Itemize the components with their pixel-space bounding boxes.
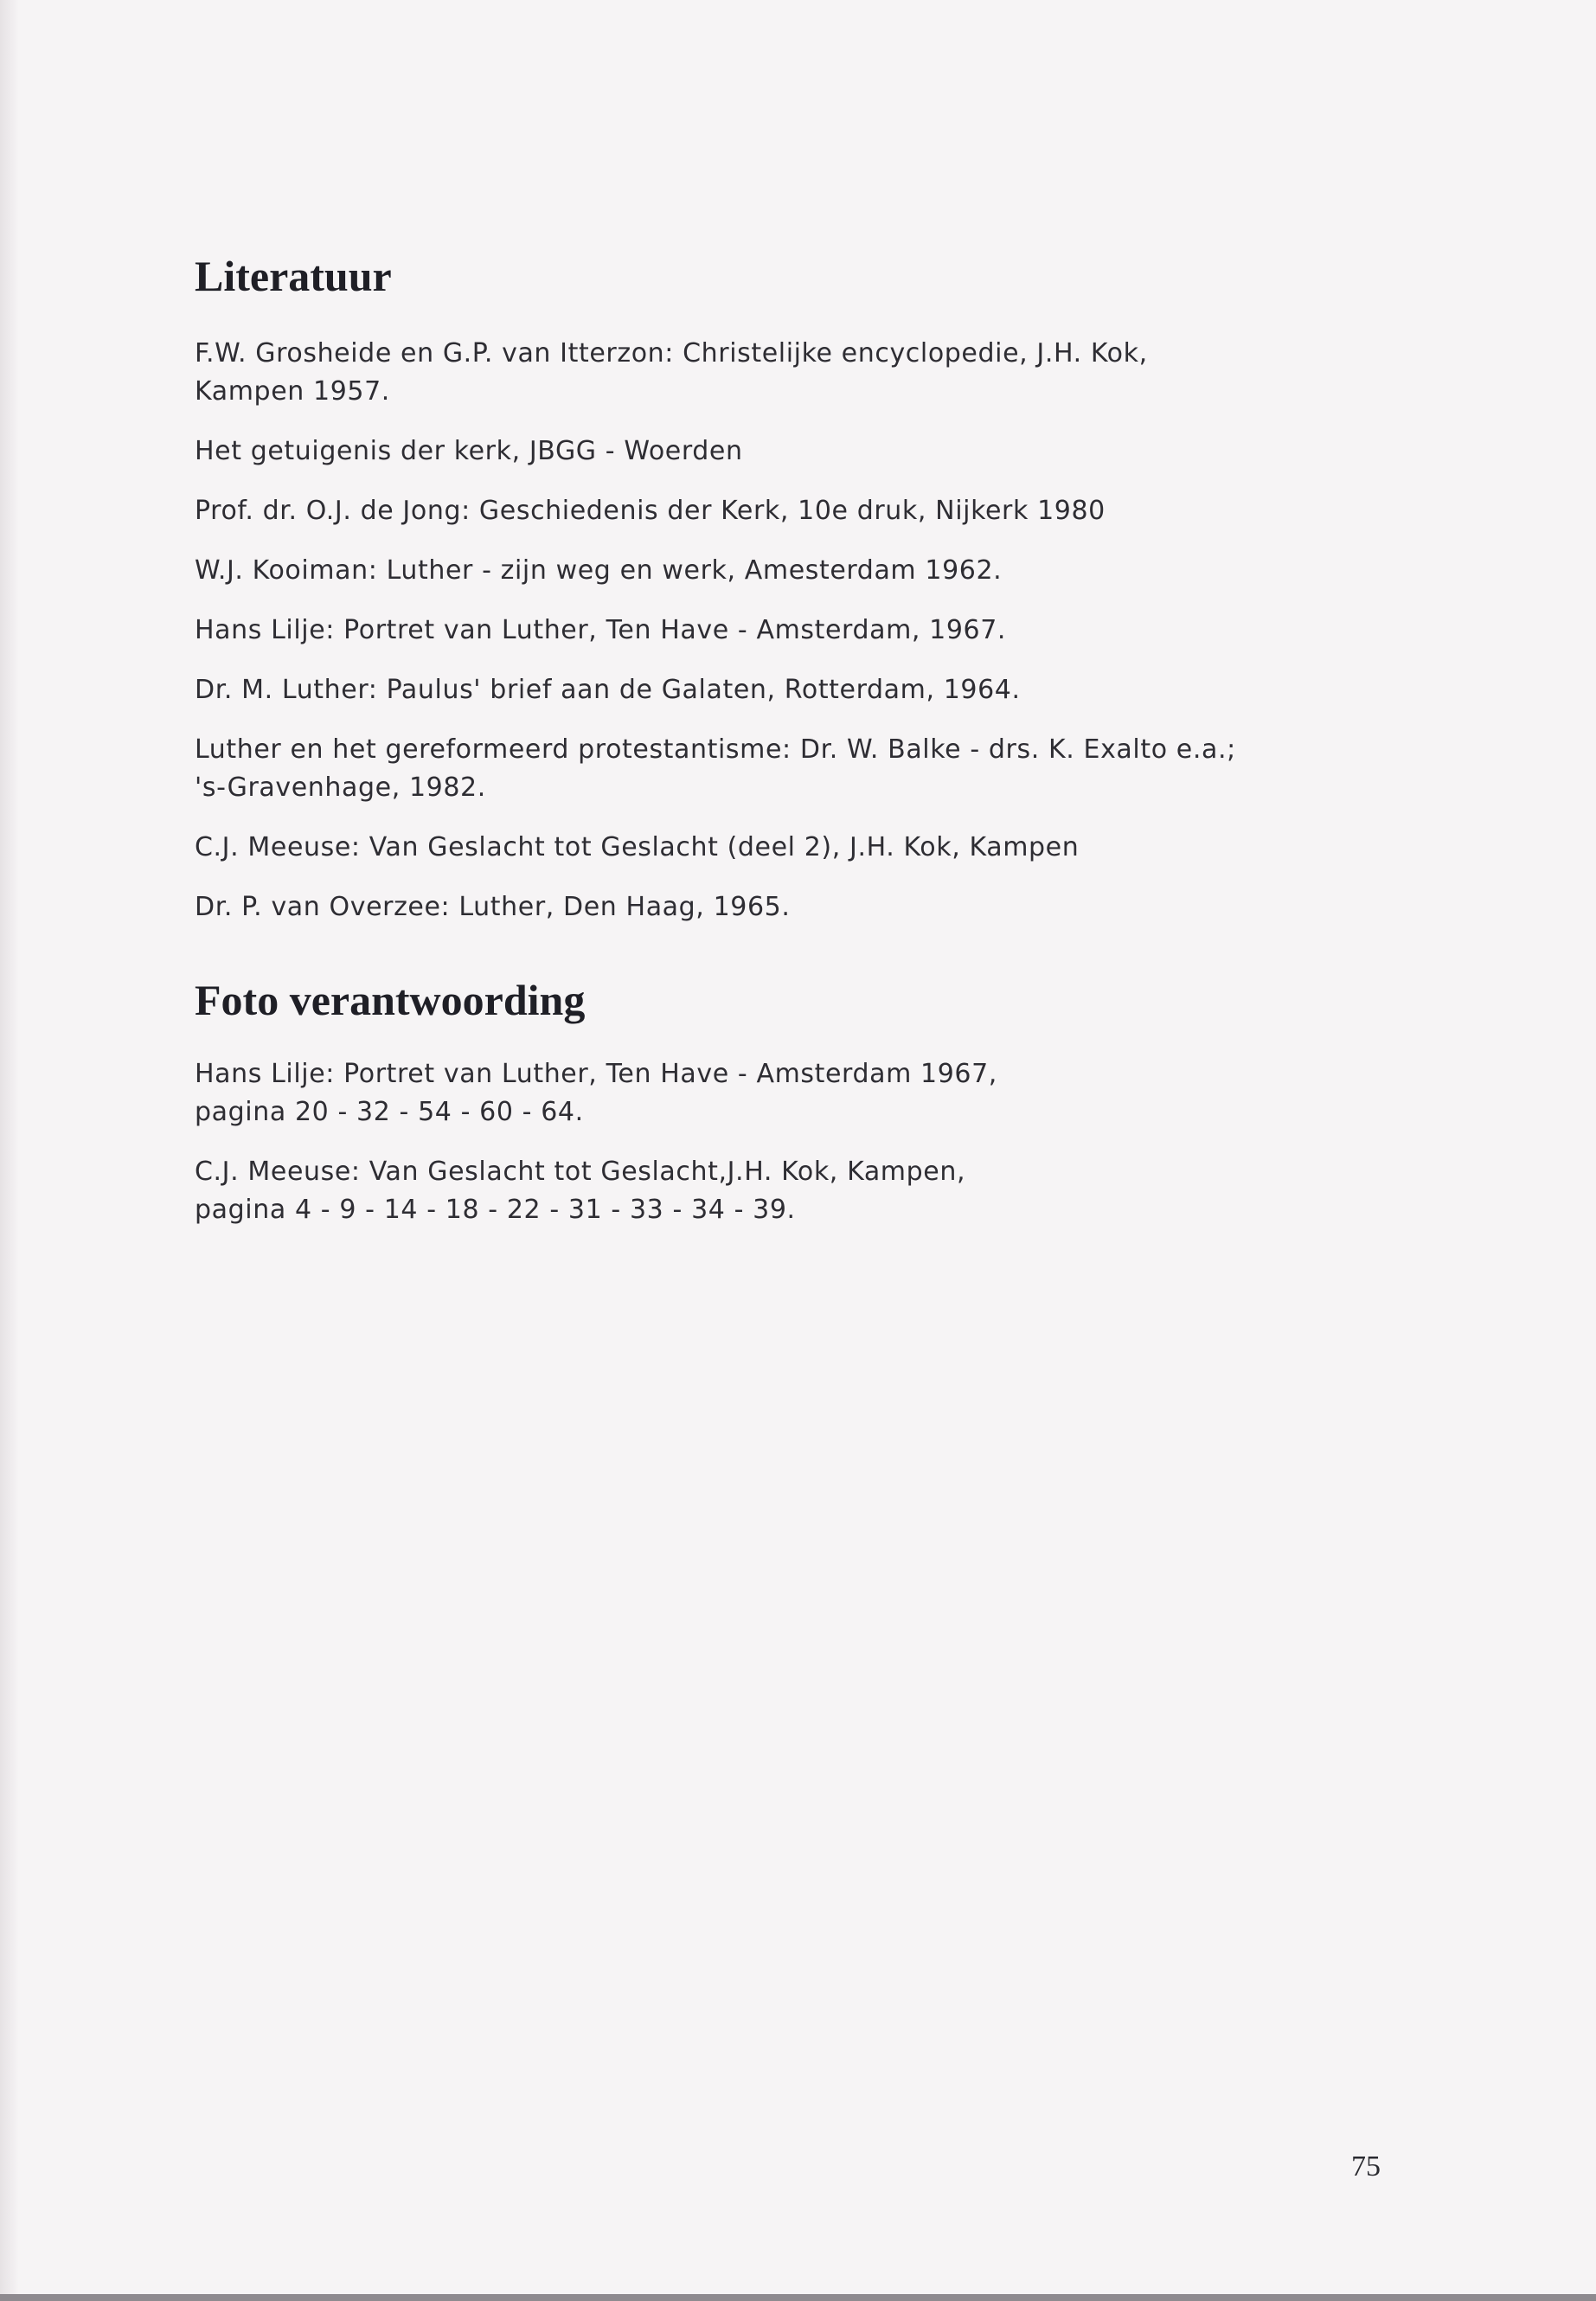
- entry-line: C.J. Meeuse: Van Geslacht tot Geslacht (deel 2), J.H. Kok, Kampen: [195, 832, 1080, 862]
- photo-credits-heading: Foto verantwoording: [195, 976, 586, 1024]
- photo-credit-entry: [195, 1153, 1423, 1229]
- entry-line: Hans Lilje: Portret van Luther, Ten Have - Amsterdam, 1967.: [195, 615, 1007, 645]
- literature-entry: [195, 552, 1423, 590]
- entry-line: Kampen 1957.: [195, 376, 390, 407]
- photo-credits-list: [195, 1055, 1423, 1229]
- entry-line: C.J. Meeuse: Van Geslacht tot Geslacht,J.H. Kok, Kampen,: [195, 1157, 966, 1187]
- literature-entry: [195, 335, 1423, 411]
- entry-line: Dr. P. van Overzee: Luther, Den Haag, 1965.: [195, 892, 791, 922]
- entry-line: pagina 4 - 9 - 14 - 18 - 22 - 31 - 33 - 34 - 39.: [195, 1195, 796, 1225]
- entry-line: Dr. M. Luther: Paulus' brief aan de Galaten, Rotterdam, 1964.: [195, 675, 1021, 705]
- entry-line: pagina 20 - 32 - 54 - 60 - 64.: [195, 1097, 584, 1127]
- entry-line: F.W. Grosheide en G.P. van Itterzon: Christelijke encyclopedie, J.H. Kok,: [195, 338, 1148, 369]
- literature-entry: [195, 612, 1423, 650]
- literature-entry: [195, 731, 1423, 807]
- entry-line: 's-Gravenhage, 1982.: [195, 772, 486, 803]
- page-number: 75: [1351, 2150, 1381, 2182]
- entry-line: Luther en het gereformeerd protestantisme: Dr. W. Balke - drs. K. Exalto e.a.;: [195, 734, 1236, 765]
- literature-entry: [195, 888, 1423, 926]
- entry-line: W.J. Kooiman: Luther - zijn weg en werk, Amesterdam 1962.: [195, 555, 1003, 586]
- literature-entry: [195, 829, 1423, 867]
- literature-list: [195, 335, 1423, 926]
- entry-line: Hans Lilje: Portret van Luther, Ten Have - Amsterdam 1967,: [195, 1059, 997, 1089]
- literature-section: [195, 253, 1423, 926]
- literature-entry: [195, 433, 1423, 471]
- entry-line: Het getuigenis der kerk, JBGG - Woerden: [195, 436, 743, 466]
- literature-entry: [195, 492, 1423, 530]
- photo-credit-entry: [195, 1055, 1423, 1131]
- photo-credits-section: [195, 977, 1423, 1229]
- literature-entry: [195, 671, 1423, 709]
- page-content: [195, 253, 1423, 1251]
- literature-heading: Literatuur: [195, 252, 392, 300]
- page-bottom-edge: [0, 2294, 1596, 2301]
- entry-line: Prof. dr. O.J. de Jong: Geschiedenis der Kerk, 10e druk, Nijkerk 1980: [195, 496, 1106, 526]
- page-edge-shadow: [0, 0, 19, 2301]
